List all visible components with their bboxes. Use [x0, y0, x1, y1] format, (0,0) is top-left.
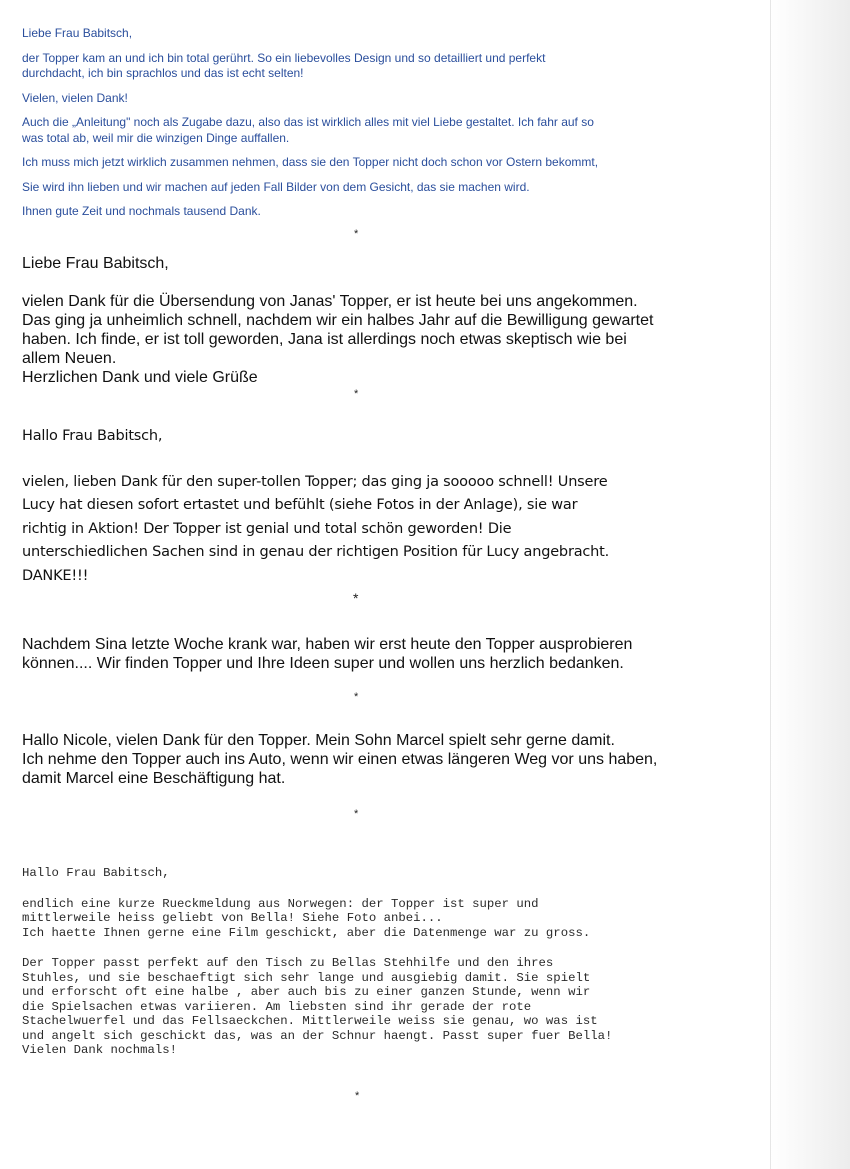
letter-3-line: unterschiedlichen Sachen sind in genau der richtigen Position für Lucy angebracht.	[22, 544, 610, 560]
letter-5-line: damit Marcel eine Beschäftigung hat.	[22, 770, 286, 787]
separator-star: *	[354, 691, 359, 703]
letter-1-line: Auch die „Anleitung" noch als Zugabe dazu, also das ist wirklich alles mit viel Liebe gestaltet. Ich fahr auf so	[22, 115, 594, 129]
letter-3-greeting: Hallo Frau Babitsch,	[22, 428, 163, 444]
letter-2-line: allem Neuen.	[22, 350, 117, 367]
letter-5-line: Hallo Nicole, vielen Dank für den Topper. Mein Sohn Marcel spielt sehr gerne damit.	[22, 732, 615, 749]
letter-6-line: Stuhles, und sie beschaeftigt sich sehr lange und ausgiebig damit. Sie spielt	[22, 970, 591, 985]
letter-2-greeting: Liebe Frau Babitsch,	[22, 255, 169, 272]
letter-2-line: Herzlichen Dank und viele Grüße	[22, 369, 258, 386]
letter-1-line: Sie wird ihn lieben und wir machen auf jeden Fall Bilder von dem Gesicht, das sie machen wird.	[22, 179, 530, 194]
letter-1-line: Vielen, vielen Dank!	[22, 90, 128, 105]
letter-1-line: Ich muss mich jetzt wirklich zusammen nehmen, dass sie den Topper nicht doch schon vor Ostern bekommt,	[22, 155, 599, 169]
separator-star: *	[353, 590, 359, 606]
letter-6-line: endlich eine kurze Rueckmeldung aus Norwegen: der Topper ist super und	[22, 896, 539, 911]
letter-6-line: mittlerweile heiss geliebt von Bella! Siehe Foto anbei...	[22, 911, 443, 925]
letter-1-greeting: Liebe Frau Babitsch,	[22, 26, 133, 40]
letter-6-line: Ich haette Ihnen gerne eine Film geschickt, aber die Datenmenge war zu gross.	[22, 925, 591, 940]
letter-6-line: Vielen Dank nochmals!	[22, 1043, 177, 1057]
letter-6-greeting: Hallo Frau Babitsch,	[22, 866, 170, 880]
letter-3-line: richtig in Aktion! Der Topper ist genial und total schön geworden! Die	[22, 520, 512, 537]
letter-6-line: und angelt sich geschickt das, was an der Schnur haengt. Passt super fuer Bella!	[22, 1028, 613, 1043]
letter-6	[22, 866, 612, 1058]
letter-3	[22, 425, 609, 588]
letter-3-line: DANKE!!!	[22, 567, 89, 584]
separator-star: *	[354, 388, 359, 400]
letter-2-line: haben. Ich finde, er ist toll geworden, Jana ist allerdings noch etwas skeptisch wie bei	[22, 331, 627, 348]
letter-3-line: Lucy hat diesen sofort ertastet und befühlt (siehe Fotos in der Anlage), sie war	[22, 497, 578, 513]
letter-6-line: und erforscht oft eine halbe , aber auch bis zu einer ganzen Stunde, wenn wir	[22, 985, 591, 999]
separator-star: *	[355, 1090, 360, 1102]
separator-star: *	[354, 228, 359, 240]
letter-2-line: vielen Dank für die Übersendung von Janas' Topper, er ist heute bei uns angekommen.	[22, 293, 638, 310]
separator-star: *	[354, 808, 359, 820]
letter-6-line: die Spielsachen etwas variieren. Am liebsten sind ihr gerade der rote	[22, 999, 532, 1014]
letter-4	[22, 635, 632, 673]
letter-1-line: der Topper kam an und ich bin total gerührt. So ein liebevolles Design und so detailliert und perfekt	[22, 50, 546, 65]
letter-2	[22, 254, 653, 387]
page-edge-shadow	[770, 0, 850, 1169]
letter-2-line: Das ging ja unheimlich schnell, nachdem wir ein halbes Jahr auf die Bewilligung gewartet	[22, 312, 654, 329]
letter-5	[22, 731, 657, 788]
letter-1-line: Ihnen gute Zeit und nochmals tausend Dank.	[22, 204, 261, 218]
letter-6-line: Der Topper passt perfekt auf den Tisch zu Bellas Stehhilfe und den ihres	[22, 956, 554, 970]
letter-1	[22, 26, 598, 220]
letter-1-line: durchdacht, ich bin sprachlos und das ist echt selten!	[22, 66, 304, 80]
letter-3-line: vielen, lieben Dank für den super-tollen Topper; das ging ja sooooo schnell! Unsere	[22, 473, 608, 490]
letter-4-line: Nachdem Sina letzte Woche krank war, haben wir erst heute den Topper ausprobieren	[22, 636, 633, 653]
letter-6-line: Stachelwuerfel und das Fellsaeckchen. Mittlerweile weiss sie genau, wo was ist	[22, 1014, 598, 1028]
letter-5-line: Ich nehme den Topper auch ins Auto, wenn wir einen etwas längeren Weg vor uns haben,	[22, 751, 658, 768]
letter-4-line: können.... Wir finden Topper und Ihre Ideen super und wollen uns herzlich bedanken.	[22, 655, 624, 672]
letter-1-line: was total ab, weil mir die winzigen Dinge auffallen.	[22, 130, 290, 145]
